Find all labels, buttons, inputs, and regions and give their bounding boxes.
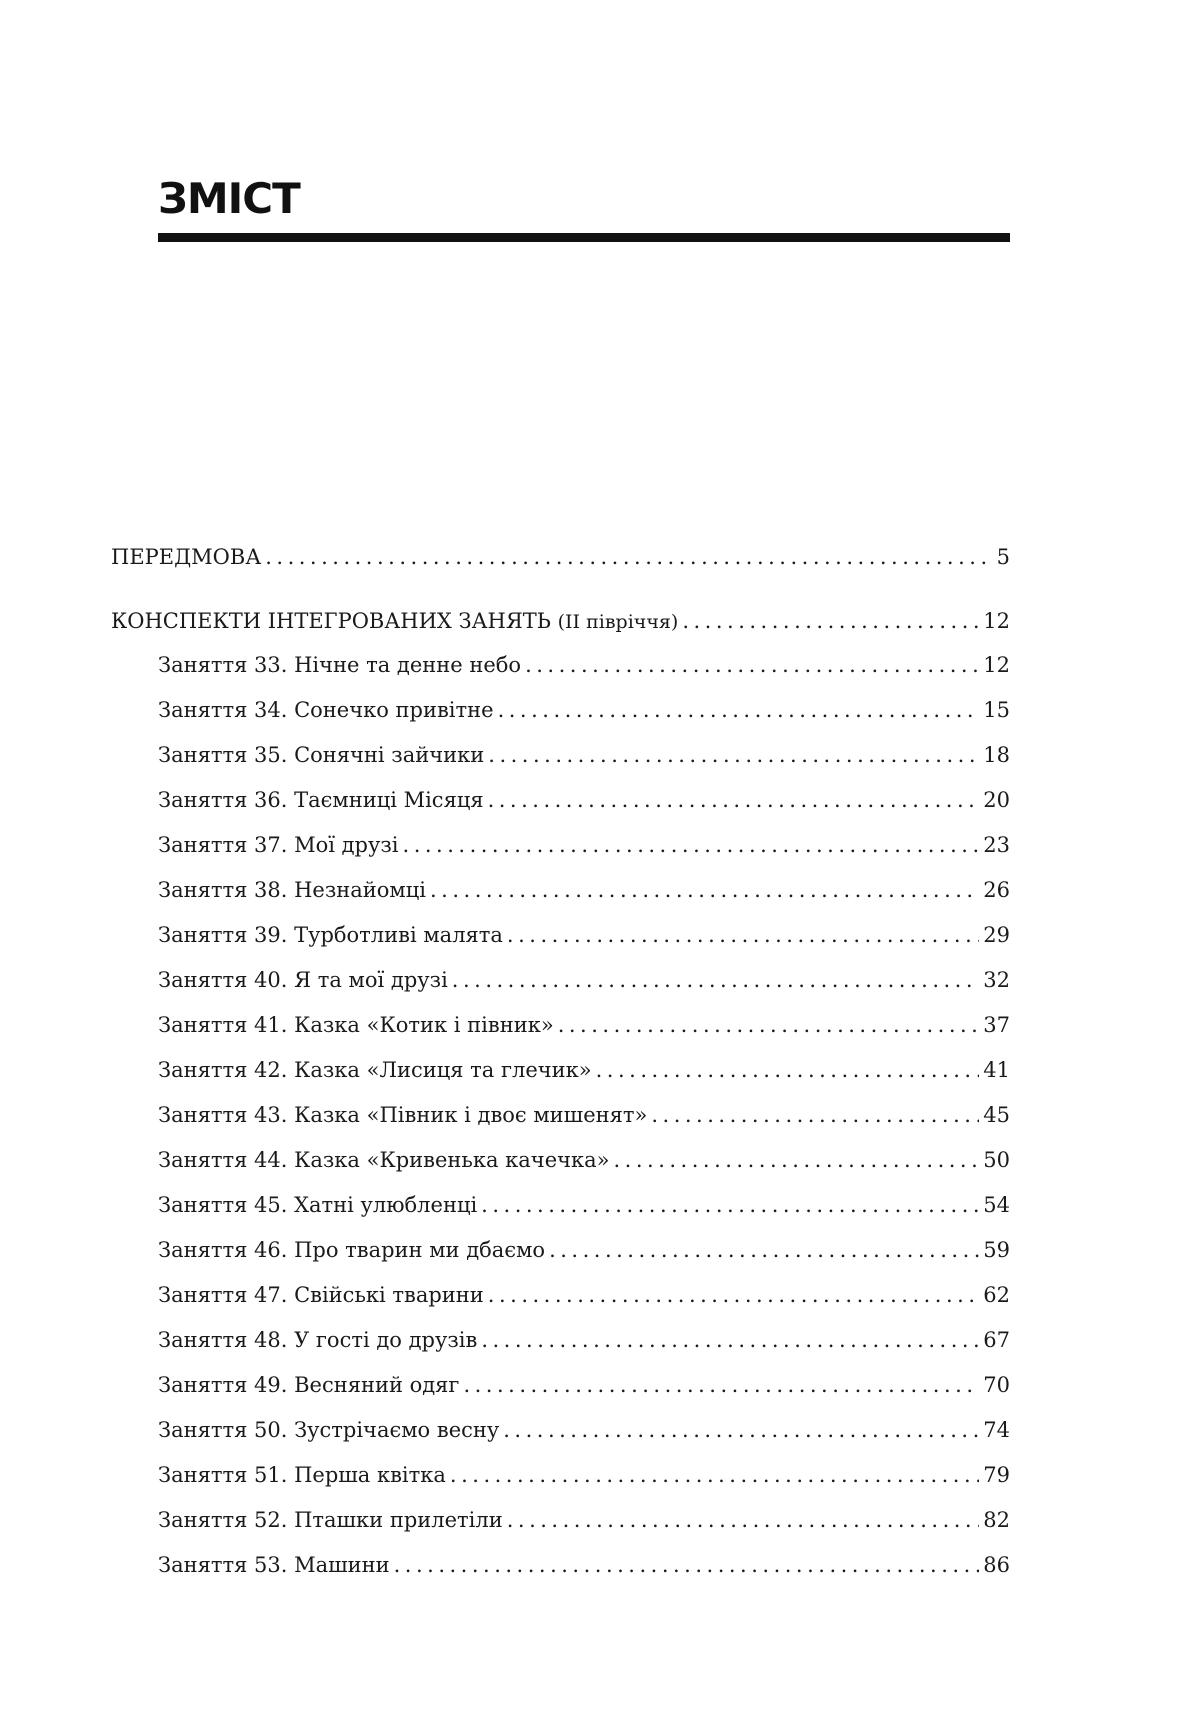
toc-entry-title: Заняття 40. Я та мої друзі bbox=[158, 968, 448, 992]
toc-section-heading[interactable] bbox=[111, 606, 1010, 636]
dot-leader bbox=[682, 606, 979, 636]
toc-entry-page: 79 bbox=[983, 1463, 1010, 1487]
dot-leader bbox=[463, 1370, 979, 1400]
toc-entry-page: 86 bbox=[983, 1553, 1010, 1577]
toc-entry-page: 62 bbox=[983, 1283, 1010, 1307]
toc-entry-page: 20 bbox=[983, 788, 1010, 812]
toc-entry-page: 45 bbox=[983, 1103, 1010, 1127]
toc-entry[interactable] bbox=[158, 740, 1010, 770]
toc-entry[interactable] bbox=[158, 1550, 1010, 1580]
dot-leader bbox=[403, 830, 980, 860]
toc-entry-page: 23 bbox=[983, 833, 1010, 857]
toc-section-title bbox=[111, 606, 678, 637]
toc-entry-title: Заняття 50. Зустрічаємо весну bbox=[158, 1418, 500, 1442]
toc-entry-title: Заняття 33. Нічне та денне небо bbox=[158, 653, 522, 677]
toc-entry-page: 59 bbox=[983, 1238, 1010, 1262]
toc-entry-title: Заняття 52. Пташки прилетіли bbox=[158, 1508, 503, 1532]
toc-entry-title: Заняття 44. Казка «Кривенька качечка» bbox=[158, 1148, 610, 1172]
dot-leader bbox=[481, 1190, 979, 1220]
toc-entry[interactable] bbox=[158, 965, 1010, 995]
toc-entry-title: Заняття 39. Турботливі малята bbox=[158, 923, 503, 947]
toc-entry-title: Заняття 42. Казка «Лисиця та глечик» bbox=[158, 1058, 592, 1082]
toc-entry-title: Заняття 36. Таємниці Місяця bbox=[158, 788, 484, 812]
dot-leader bbox=[507, 1505, 980, 1535]
toc-entry-title: Заняття 48. У гості до друзів bbox=[158, 1328, 478, 1352]
dot-leader bbox=[549, 1235, 979, 1265]
toc-entry-title: Заняття 38. Незнайомці bbox=[158, 878, 426, 902]
toc-entry[interactable] bbox=[158, 1280, 1010, 1310]
toc-entry-title: Заняття 49. Весняний одяг bbox=[158, 1373, 460, 1397]
toc-section-title-main: КОНСПЕКТИ ІНТЕГРОВАНИХ ЗАНЯТЬ bbox=[111, 609, 551, 633]
toc-entry[interactable] bbox=[158, 1190, 1010, 1220]
toc-entry-preface[interactable] bbox=[111, 542, 1010, 572]
toc-entry[interactable] bbox=[158, 830, 1010, 860]
dot-leader bbox=[488, 740, 979, 770]
toc-entry-page: 82 bbox=[983, 1508, 1010, 1532]
dot-leader bbox=[525, 650, 979, 680]
toc-entry-title: Заняття 53. Машини bbox=[158, 1553, 390, 1577]
toc-entry-page: 54 bbox=[983, 1193, 1010, 1217]
toc-entry-page: 67 bbox=[983, 1328, 1010, 1352]
toc-entry[interactable] bbox=[158, 1415, 1010, 1445]
toc-entry[interactable] bbox=[158, 1010, 1010, 1040]
toc-entry-page: 5 bbox=[996, 545, 1010, 569]
toc-entry-page: 50 bbox=[983, 1148, 1010, 1172]
dot-leader bbox=[452, 965, 979, 995]
toc-entry[interactable] bbox=[158, 695, 1010, 725]
toc-entry-page: 26 bbox=[983, 878, 1010, 902]
dot-leader bbox=[651, 1100, 979, 1130]
toc-entry[interactable] bbox=[158, 1325, 1010, 1355]
toc-entry[interactable] bbox=[158, 1145, 1010, 1175]
toc-entry-title: Заняття 46. Про тварин ми дбаємо bbox=[158, 1238, 546, 1262]
toc-entry-page: 18 bbox=[983, 743, 1010, 767]
toc-entry-page: 32 bbox=[983, 968, 1010, 992]
dot-leader bbox=[503, 1415, 979, 1445]
dot-leader bbox=[614, 1145, 980, 1175]
toc-entry-page: 70 bbox=[983, 1373, 1010, 1397]
toc-entry-title: Заняття 43. Казка «Півник і двоє мишенят» bbox=[158, 1103, 648, 1127]
dot-leader bbox=[430, 875, 979, 905]
dot-leader bbox=[558, 1010, 980, 1040]
toc-entry-page: 74 bbox=[983, 1418, 1010, 1442]
toc-entry[interactable] bbox=[158, 1370, 1010, 1400]
toc-entry-title: ПЕРЕДМОВА bbox=[111, 545, 262, 569]
toc-entry-page: 12 bbox=[983, 653, 1010, 677]
toc-section-title-suffix: (ІІ півріччя) bbox=[557, 611, 679, 633]
toc-entry-title: Заняття 41. Казка «Котик і півник» bbox=[158, 1013, 554, 1037]
toc-entry-title: Заняття 45. Хатні улюбленці bbox=[158, 1193, 478, 1217]
dot-leader bbox=[488, 1280, 979, 1310]
toc-entry[interactable] bbox=[158, 920, 1010, 950]
toc-entry[interactable] bbox=[158, 785, 1010, 815]
toc-entry-page: 29 bbox=[983, 923, 1010, 947]
dot-leader bbox=[265, 542, 992, 572]
toc-entry-page: 15 bbox=[983, 698, 1010, 722]
toc-entry[interactable] bbox=[158, 650, 1010, 680]
dot-leader bbox=[596, 1055, 980, 1085]
toc-entry-title: Заняття 51. Перша квітка bbox=[158, 1463, 446, 1487]
toc-entry-page: 37 bbox=[983, 1013, 1010, 1037]
toc-entry[interactable] bbox=[158, 875, 1010, 905]
dot-leader bbox=[481, 1325, 979, 1355]
toc-entry-title: Заняття 34. Сонечко привітне bbox=[158, 698, 494, 722]
dot-leader bbox=[394, 1550, 980, 1580]
dot-leader bbox=[488, 785, 980, 815]
toc-entry-title: Заняття 35. Сонячні зайчики bbox=[158, 743, 485, 767]
dot-leader bbox=[498, 695, 980, 725]
toc-entry[interactable] bbox=[158, 1460, 1010, 1490]
page-title: ЗМІСТ bbox=[158, 174, 300, 223]
toc-section-page: 12 bbox=[983, 609, 1010, 633]
toc-entry[interactable] bbox=[158, 1505, 1010, 1535]
toc-entry[interactable] bbox=[158, 1235, 1010, 1265]
toc-entry-title: Заняття 37. Мої друзі bbox=[158, 833, 399, 857]
toc-entry-title: Заняття 47. Свійські тварини bbox=[158, 1283, 484, 1307]
toc-entry[interactable] bbox=[158, 1055, 1010, 1085]
dot-leader bbox=[450, 1460, 979, 1490]
toc-entry[interactable] bbox=[158, 1100, 1010, 1130]
dot-leader bbox=[507, 920, 979, 950]
toc-entry-page: 41 bbox=[983, 1058, 1010, 1082]
